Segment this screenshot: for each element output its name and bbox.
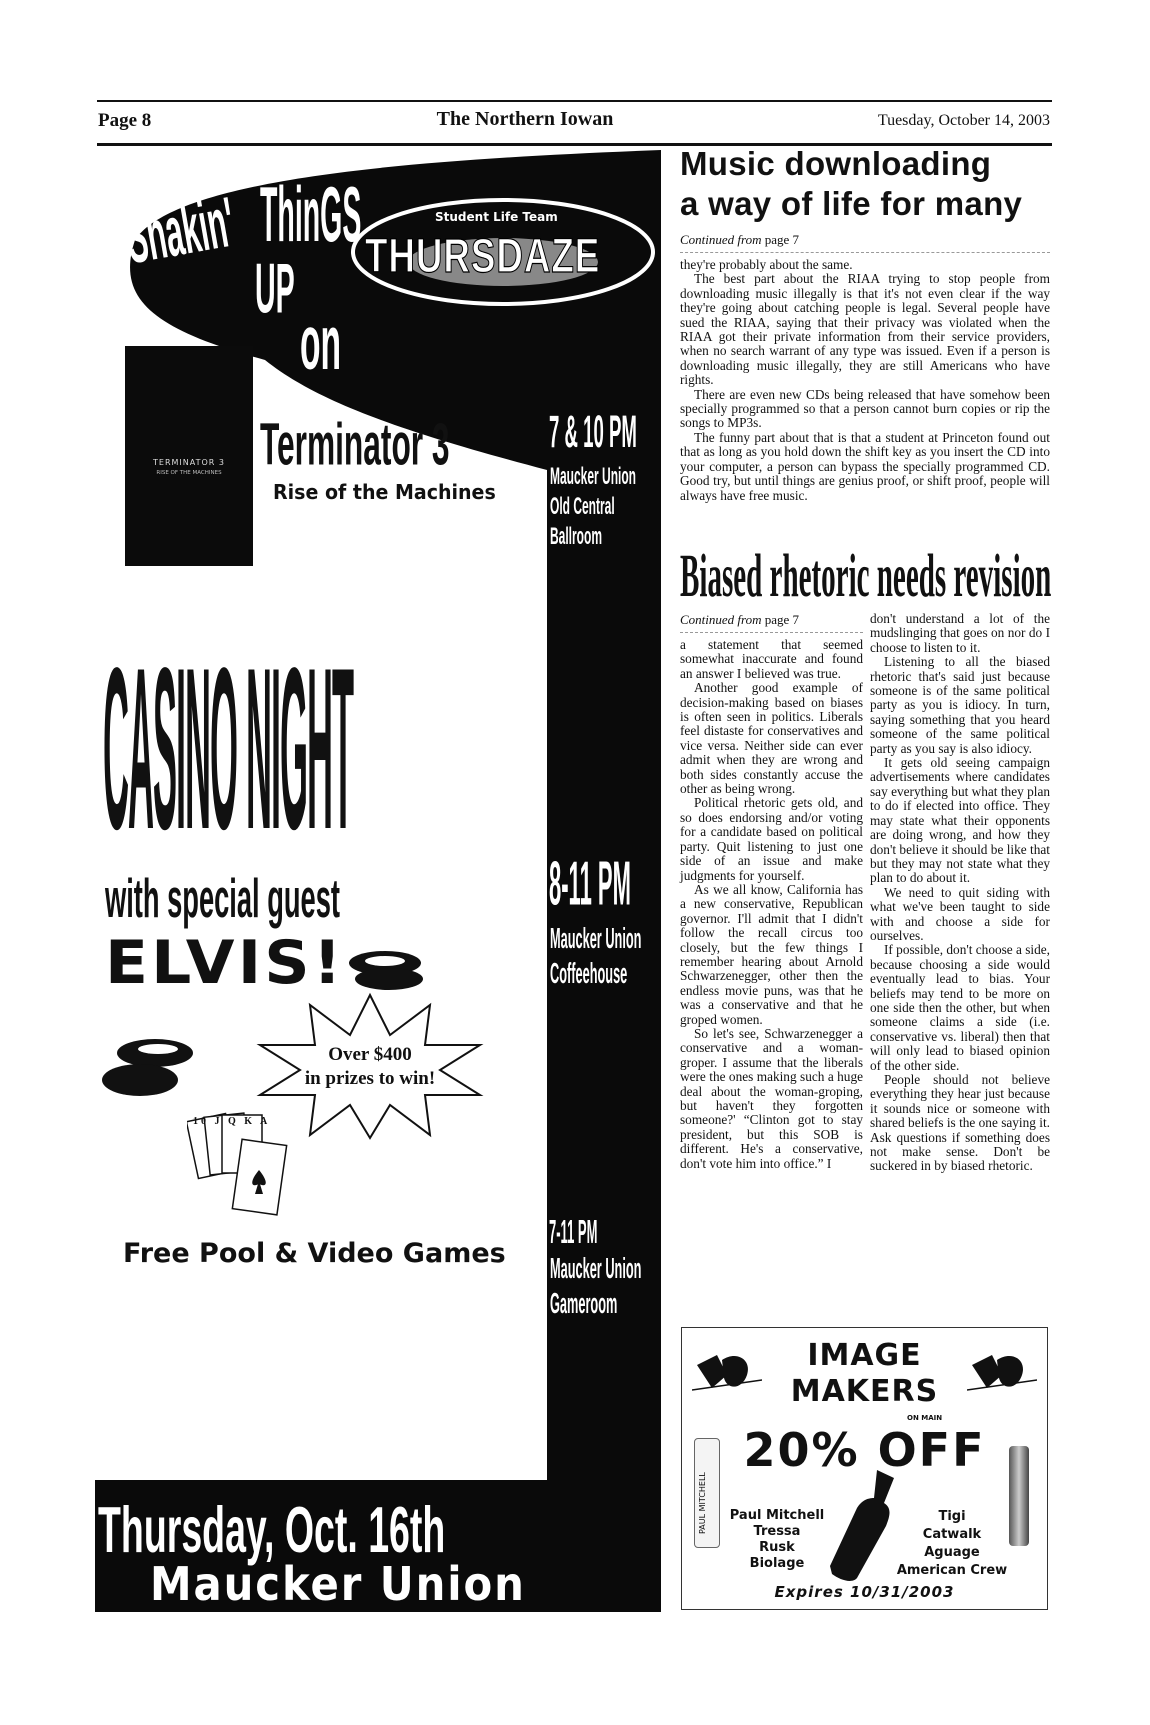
paragraph: Listening to all the biased rhetoric that's said just because someone is of the same political party as you is idiocy. In turn, saying something that you heard someone of the same political party as you say is also idiocy. xyxy=(870,654,1050,756)
continued-label: Continued from xyxy=(680,232,762,247)
special-guest: with special guest xyxy=(105,868,340,930)
headline-line: Music downloading xyxy=(680,145,992,182)
brand-item: Tressa xyxy=(753,1524,801,1539)
movie-title: Terminator 3 xyxy=(260,412,450,479)
prize-text xyxy=(275,1043,465,1091)
brand-item: Rusk xyxy=(759,1540,795,1555)
poster-subtitle: RISE OF THE MACHINES xyxy=(156,470,222,476)
paragraph: So let's see, Schwarzenegger a conservative and a woman-groper. I assume that the liberals were the ones making such a huge deal about the woman-groping, but haven't they forgotten someone?' “Clinton got to stay president, but this SOB is different. He's a conservative, don't vote him into office.” I xyxy=(680,1025,863,1171)
brand-item: Biolage xyxy=(749,1556,805,1571)
article1-continued xyxy=(680,232,1050,253)
black-bottle-icon xyxy=(822,1468,902,1583)
header-top-rule xyxy=(97,100,1052,102)
prize-line: Over $400 xyxy=(328,1044,412,1065)
paragraph: If possible, don't choose a side, because choosing a side would eventually lead to bias. Your beliefs may tend to be more on one side then the other, but when someone claims a side (i.e. conservative vs. liberal) then that will only lead to biased opinion of the other side. xyxy=(870,942,1050,1073)
article2-column-2 xyxy=(870,612,1050,1174)
movie-location xyxy=(550,460,693,550)
prize-line: in prizes to win! xyxy=(304,1068,436,1089)
continued-page-link[interactable]: page 7 xyxy=(764,232,800,247)
brand-item: American Crew xyxy=(896,1563,1008,1578)
playing-cards-icon xyxy=(187,1112,297,1222)
movie-place-line: Old Central xyxy=(550,493,615,520)
article1-body xyxy=(680,258,1050,503)
brand-item: Aguage xyxy=(924,1545,980,1560)
newspaper-name: The Northern Iowan xyxy=(436,108,614,130)
paragraph: Political rhetoric gets old, and so does endorsing and/or voting for a candidate based on political party. Quit listening to just one side of an issue and make judgments for yourself. xyxy=(680,795,863,883)
paragraph: The funny part about that is that a student at Princeton found out that as long as you hold down the shift key as you insert the CD into your computer, a person can bypass the specially programmed CD. Good try, but until things are genius proof, or shift proof, people will always have free music. xyxy=(680,429,1050,503)
pool-place-line: Gameroom xyxy=(550,1286,618,1320)
brand-item: Tigi xyxy=(938,1509,966,1524)
brand-line: MAKERS xyxy=(790,1374,939,1409)
discount-offer: 20% OFF xyxy=(743,1423,986,1477)
tigi-can xyxy=(1009,1446,1029,1546)
title-up: UP xyxy=(255,250,295,329)
event-date: Thursday, Oct. 16th xyxy=(98,1493,446,1567)
brand-item: Catwalk xyxy=(922,1527,982,1542)
thursdaze-flyer xyxy=(95,150,661,1612)
ad-brand-name xyxy=(682,1338,1047,1410)
cards-ranks: 10 J Q K A xyxy=(193,1116,271,1127)
issue-date: Tuesday, October 14, 2003 xyxy=(877,112,1050,129)
paragraph: Another good example of decision-making based on biases is often seen in politics. Liberals feel distaste for conservatives and vice versa. Neither side can ever admit when they are wrong and both sides constantly accuse the other as being wrong. xyxy=(680,680,863,797)
paragraph: The best part about the RIAA trying to stop people from downloading music illegally is that it's not even clear if the way they're going about catching people is legal. Several people have sued the RIAA, saying that their privacy was violated when the RIAA got their private information from their service providers, when no search warrant of any type was issued. Even if a person is downloading music illegally, they are still Americans who have rights. xyxy=(680,271,1050,388)
movie-time: 7 & 10 PM xyxy=(549,408,637,458)
pool-time: 7-11 PM xyxy=(549,1212,598,1251)
paragraph: they're probably about the same. xyxy=(680,257,853,272)
student-life-team: Student Life Team xyxy=(435,210,558,224)
continued-page-link[interactable]: page 7 xyxy=(764,612,800,627)
brands-left xyxy=(722,1508,832,1572)
casino-place-line: Maucker Union xyxy=(550,921,642,955)
paragraph: We need to quit siding with what we've been taught to side with and choose a side for ourselves. xyxy=(870,884,1050,943)
pool-games: Free Pool & Video Games xyxy=(123,1238,506,1269)
terminator-poster xyxy=(125,346,253,566)
article1-headline xyxy=(680,144,1022,224)
image-makers-ad xyxy=(681,1327,1048,1610)
movie-place-line: Ballroom xyxy=(550,523,603,550)
paragraph: don't understand a lot of the mudslinging that goes on nor do I choose to listen to it. xyxy=(870,611,1050,655)
paul-mitchell-bottle xyxy=(694,1438,720,1548)
poker-chips-icon xyxy=(100,1035,200,1105)
article2-column-1 xyxy=(680,638,863,1171)
paragraph: As we all know, California has a new conservative, Republican governor. I'll admit that I didn't follow the recall circus too closely, but the few things I remember hearing about Arnold Schwarzenegger, other then the endless movie puns, was that he was a conservative and that he groped women. xyxy=(680,881,863,1027)
paragraph: There are even new CDs being released that have somehow been specially programmed so that a person cannot burn copies or rip the songs to MP3s. xyxy=(680,386,1050,431)
paragraph: It gets old seeing campaign advertisements where candidates say everything but what they plan to do if elected into office. They may state what their opponents are doing wrong, and how they don't believe it should be like that but they may not state what they plan to do about it. xyxy=(870,755,1050,886)
movie-place-line: Maucker Union xyxy=(550,463,637,490)
movie-subtitle: Rise of the Machines xyxy=(273,480,496,504)
bottle-label: PAUL MITCHELL xyxy=(698,1472,707,1534)
title-on: on xyxy=(300,301,342,387)
elvis: ELVIS! xyxy=(105,928,345,998)
continued-label: Continued from xyxy=(680,612,762,627)
paragraph: a statement that seemed somewhat inaccurate and found an answer I believed was true. xyxy=(680,637,863,681)
paragraph: People should not believe everything they hear just because it sounds nice or someone with shared beliefs is the one saying it. Ask questions if something does not make sense. Don't be suckered in by biased rhetoric. xyxy=(870,1072,1050,1174)
article2-headline: Biased rhetoric needs revision xyxy=(680,541,1052,610)
brands-right xyxy=(892,1508,1012,1580)
offer-expiration: Expires 10/31/2003 xyxy=(774,1583,955,1601)
poster-title: TERMINATOR 3 xyxy=(153,458,225,467)
page-number: Page 8 xyxy=(98,110,152,131)
event-place: Maucker Union xyxy=(150,1558,526,1612)
thursdaze-logo: THURSDAZE xyxy=(365,230,601,283)
brand-item: Paul Mitchell xyxy=(729,1508,825,1523)
casino-time: 8-11 PM xyxy=(549,850,631,919)
on-main: ON MAIN xyxy=(907,1414,943,1422)
casino-night-title: CASINO NIGHT xyxy=(103,623,354,880)
casino-place-line: Coffeehouse xyxy=(550,956,628,990)
article2-continued xyxy=(680,612,863,633)
headline-line: a way of life for many xyxy=(680,185,1023,222)
brand-line: IMAGE xyxy=(807,1338,922,1373)
pool-place-line: Maucker Union xyxy=(550,1251,642,1285)
title-shakin: Shakin' xyxy=(120,183,241,280)
pool-location xyxy=(550,1248,708,1318)
title-things: ThinGS xyxy=(260,169,362,259)
poker-chips-icon xyxy=(345,945,425,995)
